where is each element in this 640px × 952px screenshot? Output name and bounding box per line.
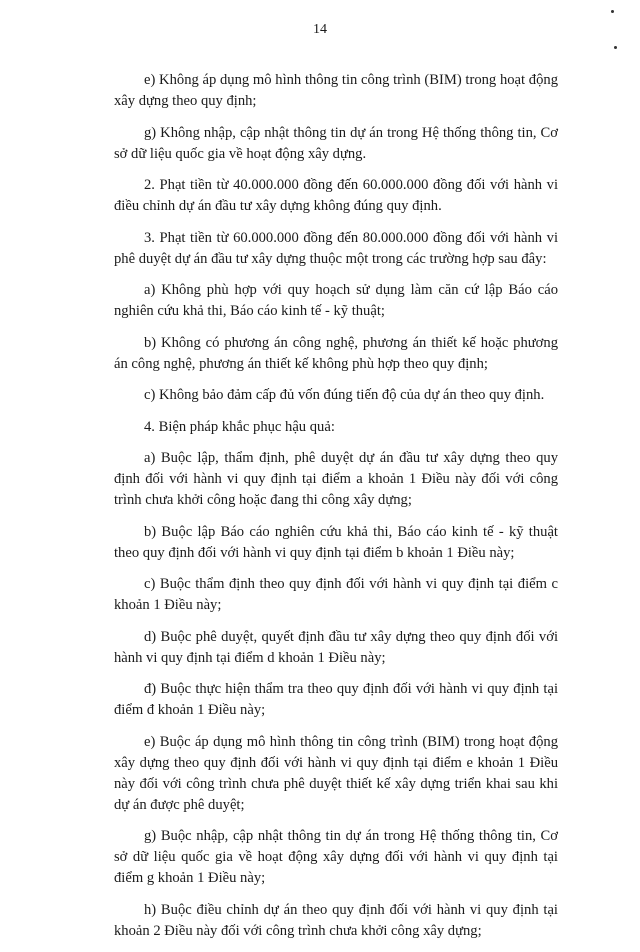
document-body bbox=[114, 70, 558, 952]
clause-4-dd: đ) Buộc thực hiện thẩm tra theo quy định đối với hành vi quy định tại điểm đ khoản 1 Điều này; bbox=[114, 681, 558, 718]
paragraph-g: g) Không nhập, cập nhật thông tin dự án trong Hệ thống thông tin, Cơ sở dữ liệu quốc gia về hoạt động xây dựng. bbox=[114, 124, 558, 162]
clause-3-a: a) Không phù hợp với quy hoạch sử dụng làm căn cứ lập Báo cáo nghiên cứu khả thi, Báo cáo kinh tế - kỹ thuật; bbox=[114, 282, 558, 319]
page-number: 14 bbox=[313, 22, 327, 37]
clause-3-b: b) Không có phương án công nghệ, phương án thiết kế hoặc phương án công nghệ, phương án thiết kế không phù hợp theo quy định; bbox=[114, 334, 558, 372]
clause-4-h: h) Buộc điều chỉnh dự án theo quy định đối với hành vi quy định tại khoản 2 Điều này đối với công trình chưa khởi công xây dựng; bbox=[114, 901, 558, 939]
clause-2: 2. Phạt tiền từ 40.000.000 đồng đến 60.000.000 đồng đối với hành vi điều chỉnh dự án đầu tư xây dựng không đúng quy định. bbox=[114, 177, 558, 214]
clause-3: 3. Phạt tiền từ 60.000.000 đồng đến 80.000.000 đồng đối với hành vi phê duyệt dự án đầu tư xây dựng thuộc một trong các trường hợp sau đây: bbox=[114, 229, 558, 267]
clause-4-e: e) Buộc áp dụng mô hình thông tin công trình (BIM) trong hoạt động xây dựng theo quy định đối với hành vi quy định tại điểm e khoản 1 Điều này đối với công trình chưa phê duyệt thiết kế xây dựng triển khai sau khi dự án được phê duyệt; bbox=[114, 733, 558, 813]
clause-4-a: a) Buộc lập, thẩm định, phê duyệt dự án đầu tư xây dựng theo quy định đối với hành vi quy định tại điểm a khoản 1 Điều này đối với công trình chưa khởi công hoặc đang thi công xây dựng; bbox=[114, 450, 558, 508]
scan-speck bbox=[611, 10, 614, 13]
paragraph-e: e) Không áp dụng mô hình thông tin công trình (BIM) trong hoạt động xây dựng theo quy định; bbox=[114, 72, 558, 109]
scan-speck bbox=[614, 46, 617, 49]
clause-3-c: c) Không bảo đảm cấp đủ vốn đúng tiến độ của dự án theo quy định. bbox=[144, 387, 545, 403]
clause-4-b: b) Buộc lập Báo cáo nghiên cứu khả thi, Báo cáo kinh tế - kỹ thuật theo quy định đối với hành vi quy định tại điểm b khoản 1 Điều này; bbox=[114, 523, 558, 561]
clause-4-g: g) Buộc nhập, cập nhật thông tin dự án trong Hệ thống thông tin, Cơ sở dữ liệu quốc gia về hoạt động xây dựng đối với hành vi quy định tại điểm g khoản 1 Điều này; bbox=[114, 828, 558, 886]
clause-4-d: d) Buộc phê duyệt, quyết định đầu tư xây dựng theo quy định đối với hành vi quy định tại điểm d khoản 1 Điều này; bbox=[114, 628, 558, 666]
clause-4-c: c) Buộc thẩm định theo quy định đối với hành vi quy định tại điểm c khoản 1 Điều này; bbox=[114, 576, 558, 613]
clause-4: 4. Biện pháp khắc phục hậu quả: bbox=[144, 418, 335, 435]
